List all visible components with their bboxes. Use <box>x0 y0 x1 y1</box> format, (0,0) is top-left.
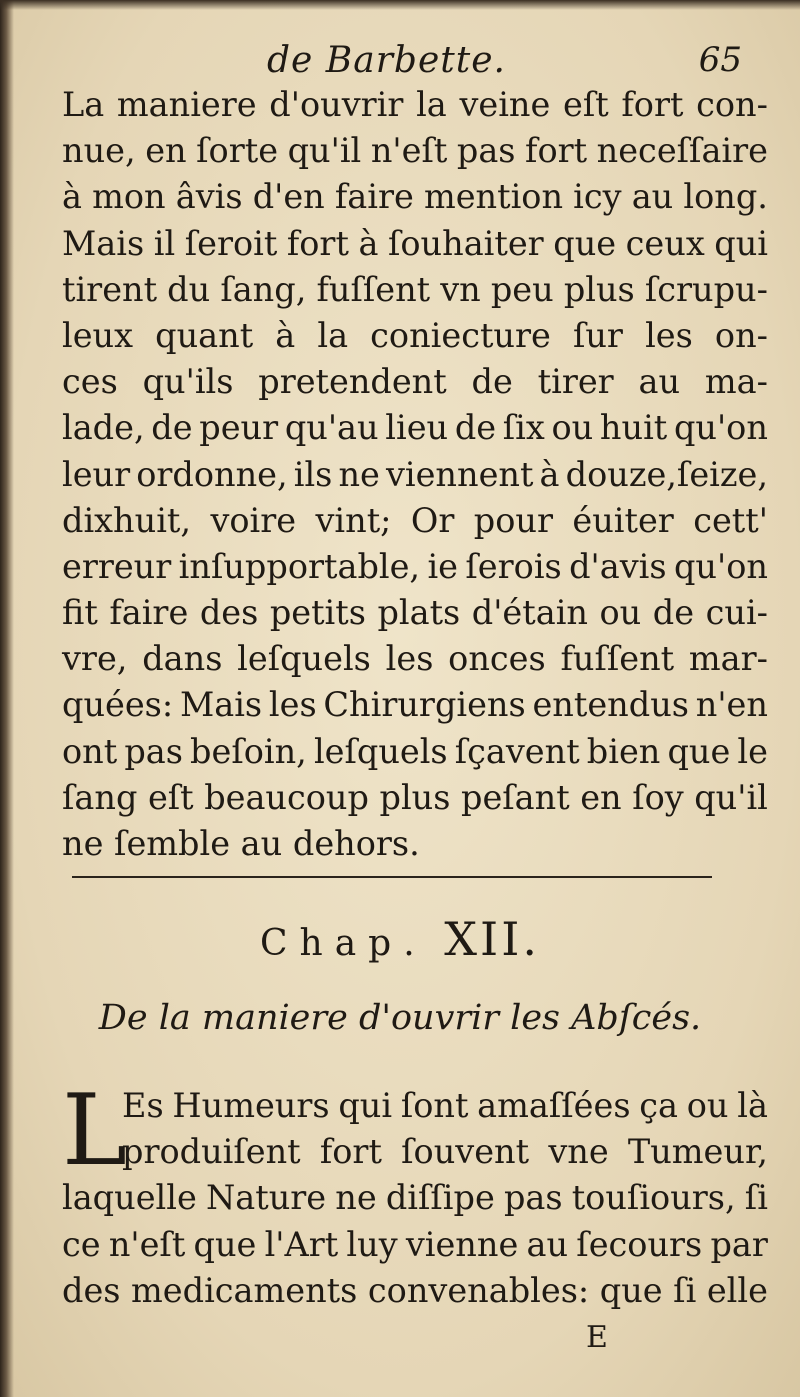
text-line: Mais il ſeroit fort à ſouhaiter que ceux qui <box>62 223 768 263</box>
chapter-title <box>0 912 800 966</box>
paragraph-2 <box>62 1074 768 1314</box>
text-line: tirent du ſang, fuſſent vn peu plus ſcrupu- <box>62 269 768 309</box>
chapter-number: XII. <box>444 912 541 966</box>
section-divider <box>72 876 712 878</box>
text-line: ſang eſt beaucoup plus peſant en ſoy qu'il <box>62 777 768 817</box>
text-line: nue, en ſorte qu'il n'eſt pas fort neceſſaire <box>62 131 768 171</box>
text-line: ne ſemble au dehors. <box>62 824 420 863</box>
top-edge-shadow <box>0 0 800 10</box>
running-head: de Barbette. <box>267 40 506 81</box>
catchword: E <box>586 1320 608 1355</box>
paragraph-1 <box>62 82 768 867</box>
text-line: ces qu'ils pretendent de tirer au ma- <box>62 362 768 402</box>
text-line: quées: Mais les Chirurgiens entendus n'en <box>62 685 768 725</box>
text-line: dixhuit, voire vint; Or pour éuiter cett' <box>62 500 768 540</box>
text-line: ce n'eſt que l'Art luy vienne au ſecours par <box>62 1224 768 1264</box>
text-line: des medicaments convenables: que ſi elle <box>62 1270 768 1310</box>
text-line: lade, de peur qu'au lieu de ſix ou huit qu'on <box>62 408 768 448</box>
text-line: leux quant à la coniecture ſur les on- <box>62 315 768 355</box>
text-line: produiſent fort ſouvent vne Tumeur, <box>122 1132 768 1172</box>
text-line: laquelle Nature ne diſſipe pas touſiours, ſi <box>62 1178 768 1218</box>
text-line: leur ordonne, ils ne viennent à douze,ſeize, <box>62 454 768 494</box>
text-line: ont pas beſoin, leſquels ſçavent bien que le <box>62 731 768 771</box>
chapter-label: Chap. <box>259 923 427 964</box>
page-number: 65 <box>698 40 742 80</box>
binding-shadow <box>0 0 14 1397</box>
text-line: fit faire des petits plats d'étain ou de cui- <box>62 593 768 633</box>
text-line: La maniere d'ouvrir la veine eſt fort con- <box>62 85 768 124</box>
chapter-subtitle: De la maniere d'ouvrir les Abſcés. <box>98 998 702 1038</box>
text-line: vre, dans leſquels les onces fuſſent mar- <box>62 639 768 679</box>
text-line: à mon âvis d'en faire mention icy au long. <box>62 177 768 217</box>
drop-cap: L <box>62 1074 128 1188</box>
text-line: erreur inſupportable, ie ſerois d'avis qu'on <box>62 546 768 586</box>
text-line: Es Humeurs qui ſont amaſſées ça ou là <box>122 1086 768 1125</box>
